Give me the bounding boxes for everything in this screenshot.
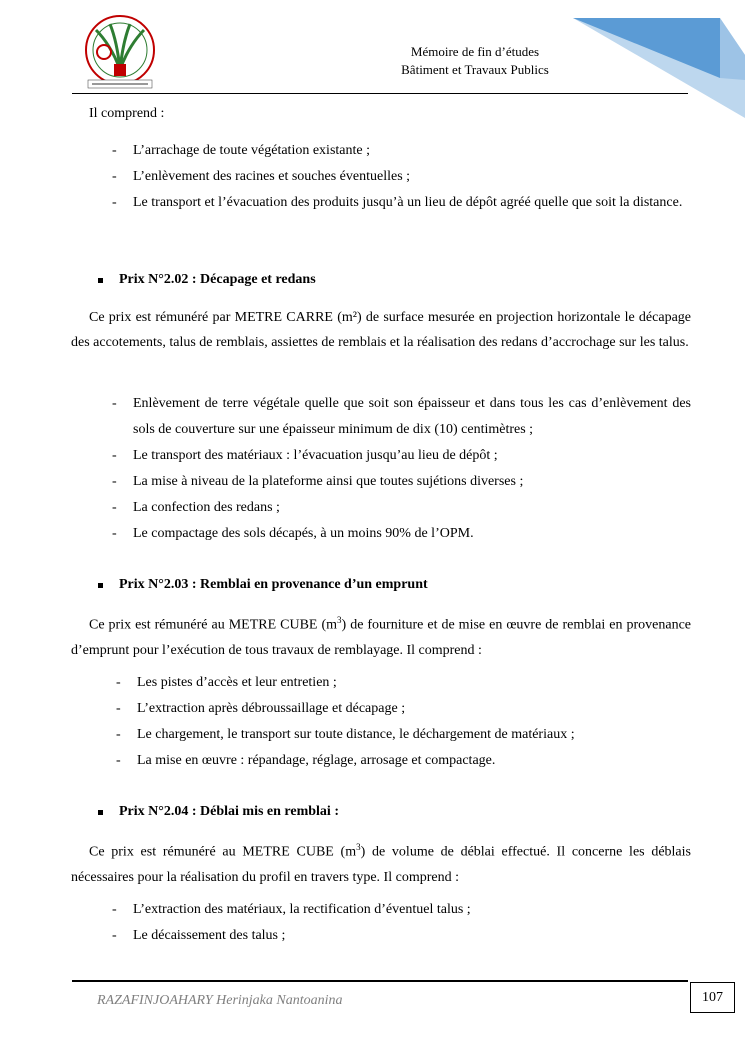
list-item-text: Le transport et l’évacuation des produits jusqu’à un lieu de dépôt agréé quelle que soit la distance. [133, 195, 683, 210]
paragraph-text: Ce prix est rémunéré par METRE CARRE (m²) de surface mesurée en projection horizontale le décapage des accotements, talus de remblais, assiettes de remblais et la réalisation des redans d’accrochage sur les talus. [71, 310, 691, 350]
paragraph-text-end: ) de fourniture et de mise en œuvre de remblai en provenance d’emprunt pour l’exécution de tous travaux de remblayage. Il comprend : [71, 617, 691, 658]
list-dash: - [112, 448, 117, 463]
list-dash: - [112, 928, 117, 943]
list-item-text: La confection des redans ; [133, 500, 280, 515]
list-dash: - [112, 500, 117, 515]
list-item-text: L’extraction des matériaux, la rectification d’éventuel talus ; [133, 902, 471, 917]
list-item-text: Le décaissement des talus ; [133, 928, 286, 943]
paragraph [71, 608, 691, 663]
paragraph-text-end: ) de volume de déblai effectué. Il concerne les déblais nécessaires pour la réalisation du profil en travers type. Il comprend : [71, 844, 691, 885]
intro-text: Il comprend : [89, 106, 165, 121]
list-dash: - [112, 474, 117, 489]
list-item-text: La mise en œuvre : répandage, réglage, arrosage et compactage. [137, 753, 496, 768]
list-dash: - [116, 701, 121, 716]
footer-rule [72, 980, 688, 982]
page-number: 107 [690, 982, 735, 1013]
header-line-1: Mémoire de fin d’études [410, 44, 540, 59]
corner-decoration [565, 0, 745, 130]
list-item-text: Le chargement, le transport sur toute distance, le déchargement de matériaux ; [137, 727, 575, 742]
superscript: 3 [337, 615, 342, 625]
school-logo [74, 12, 166, 96]
list-dash: - [116, 675, 121, 690]
paragraph-text-start: Ce prix est rémunéré au METRE CUBE (m [89, 844, 357, 860]
list-item-text: La mise à niveau de la plateforme ainsi que toutes sujétions diverses ; [133, 474, 524, 489]
footer-author: RAZAFINJOAHARY Herinjaka Nantoanina [97, 993, 343, 1008]
superscript: 3 [356, 842, 361, 852]
list-dash: - [112, 396, 117, 411]
bullet-square-icon [98, 810, 103, 815]
list-item-text: Enlèvement de terre végétale quelle que soit son épaisseur et dans tous les cas d’enlèvement des sols de couverture sur une épaisseur minimum de dix (10) centimètres ; [133, 396, 691, 437]
section-title: Prix N°2.02 : Décapage et redans [119, 272, 316, 287]
header-line-2: Bâtiment et Travaux Publics [401, 62, 549, 77]
list-dash: - [112, 195, 117, 210]
list-dash: - [112, 526, 117, 541]
list-dash: - [112, 143, 117, 158]
list-item-text: L’extraction après débroussaillage et décapage ; [137, 701, 406, 716]
header-rule [72, 93, 688, 94]
section-title: Prix N°2.03 : Remblai en provenance d’un emprunt [119, 577, 428, 592]
bullet-square-icon [98, 278, 103, 283]
list-item-text: Le compactage des sols décapés, à un moins 90% de l’OPM. [133, 526, 474, 541]
paragraph-text-start: Ce prix est rémunéré au METRE CUBE (m [89, 617, 338, 633]
list-item-text: L’enlèvement des racines et souches éventuelles ; [133, 169, 411, 184]
section-title: Prix N°2.04 : Déblai mis en remblai : [119, 804, 339, 819]
list-item-text: L’arrachage de toute végétation existante ; [133, 143, 370, 158]
list-dash: - [116, 753, 121, 768]
list-dash: - [112, 169, 117, 184]
bullet-square-icon [98, 583, 103, 588]
list-dash: - [116, 727, 121, 742]
list-dash: - [112, 902, 117, 917]
paragraph [71, 305, 691, 355]
list-item-text: Le transport des matériaux : l’évacuation jusqu’au lieu de dépôt ; [133, 448, 498, 463]
paragraph [71, 835, 691, 890]
list-item-text: Les pistes d’accès et leur entretien ; [137, 675, 337, 690]
